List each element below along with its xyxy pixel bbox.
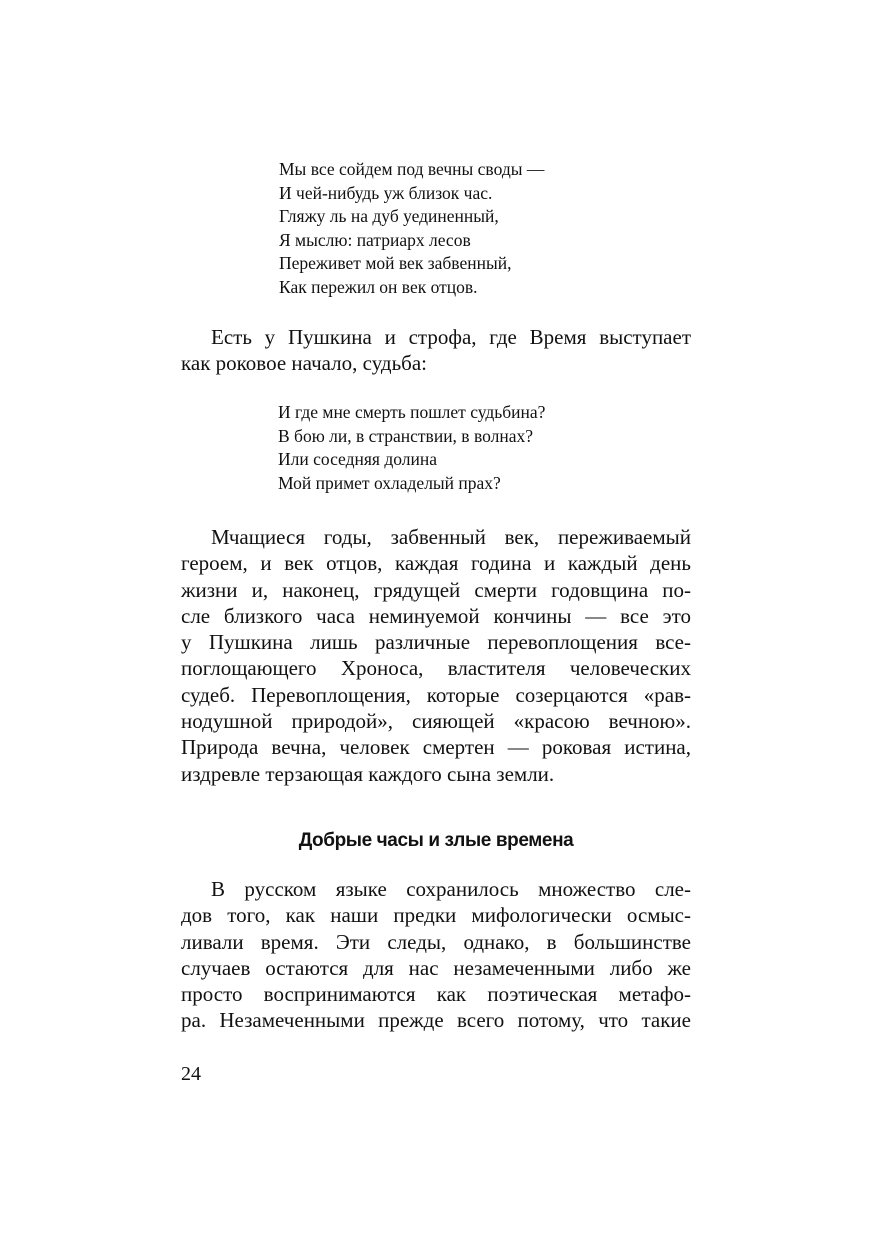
paragraph-2-line-3: жизни и, наконец, грядущей смерти годовщина по- [181, 577, 691, 602]
poem-1-line-5: Переживет мой век забвенный, [279, 253, 512, 274]
paragraph-2-line-2: героем, и век отцов, каждая година и каждый день [181, 551, 691, 576]
paragraph-2-line-1: Мчащиеся годы, забвенный век, переживаемый [211, 525, 691, 549]
poem-1-line-1: Мы все сойдем под вечны своды — [279, 159, 545, 179]
paragraph-3-line-6: ра. Незамеченными прежде всего потому, что такие [181, 1008, 691, 1033]
poem-2-line-2: В бою ли, в странствии, в волнах? [278, 425, 533, 446]
paragraph-1-line-1: Есть у Пушкина и строфа, где Время выступает [211, 325, 691, 349]
paragraph-2-line-9: Природа вечна, человек смертен — роковая истина, [181, 735, 691, 760]
poem-1-line-4: Я мыслю: патриарх лесов [279, 229, 471, 250]
poem-1-line-3: Гляжу ль на дуб уединенный, [279, 206, 499, 227]
paragraph-2-line-10: издревле терзающая каждого сына земли. [181, 761, 555, 786]
poem-quote-2 [278, 401, 545, 495]
paragraph-2-line-7: судеб. Перевоплощения, которые созерцаются «рав- [181, 682, 691, 707]
paragraph-2-line-5: у Пушкина лишь различные перевоплощения все- [181, 630, 691, 655]
paragraph-3-line-5: просто воспринимаются как поэтическая метафо- [181, 982, 691, 1007]
paragraph-3-line-4: случаев остаются для нас незамеченными либо же [181, 955, 691, 980]
paragraph-1-line-2: как роковое начало, судьба: [181, 351, 427, 376]
paragraph-2-line-6: поглощающего Хроноса, властителя человеческих [181, 656, 691, 681]
page-number: 24 [181, 1063, 201, 1085]
section-heading: Добрые часы и злые времена [298, 830, 574, 851]
paragraph-3-line-3: ливали время. Эти следы, однако, в большинстве [181, 929, 691, 954]
poem-2-line-1: И где мне смерть пошлет судьбина? [278, 402, 546, 422]
paragraph-3-line-2: дов того, как наши предки мифологически осмыс- [181, 903, 691, 928]
poem-1-line-6: Как пережил он век отцов. [279, 276, 478, 297]
paragraph-3-line-1: В русском языке сохранилось множество сле- [211, 877, 691, 901]
paragraph-1 [181, 324, 691, 377]
paragraph-2-line-8: нодушной природой», сияющей «красою вечною». [181, 709, 691, 734]
paragraph-2-line-4: сле близкого часа неминуемой кончины — все это [181, 603, 691, 628]
poem-quote-1 [279, 158, 544, 300]
paragraph-2 [181, 524, 691, 787]
poem-2-line-4: Мой примет охладелый прах? [278, 472, 501, 493]
poem-1-line-2: И чей-нибудь уж близок час. [279, 182, 493, 203]
paragraph-3 [181, 876, 691, 1034]
poem-2-line-3: Или соседняя долина [278, 449, 437, 470]
